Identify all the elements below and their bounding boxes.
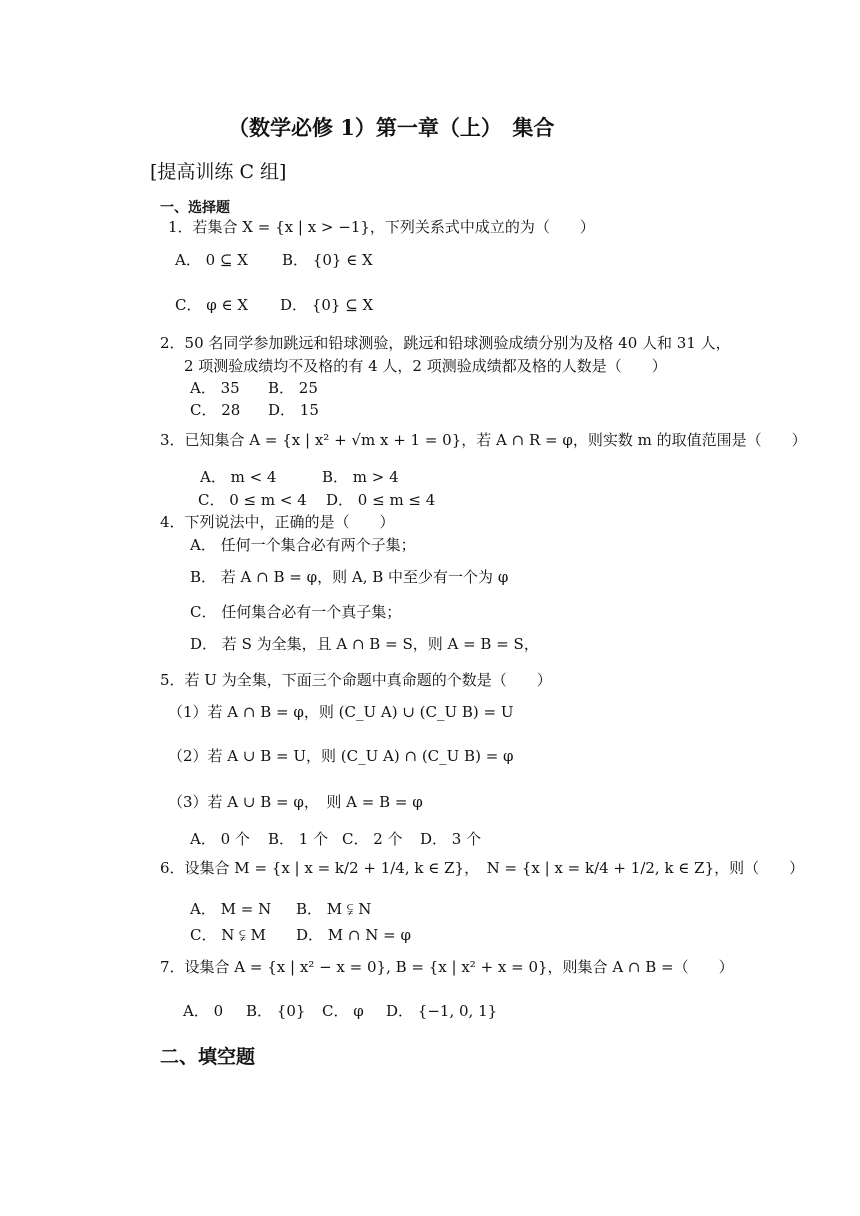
- q5-stem: 5．若 U 为全集，下面三个命题中真命题的个数是（ ）: [160, 671, 552, 689]
- q1-option-b: B． {0} ∈ X: [282, 251, 373, 269]
- q5-option-b: B． 1 个: [268, 830, 329, 848]
- q6-option-c: C． N ⫋ M: [190, 926, 266, 944]
- q4-option-a: A． 任何一个集合必有两个子集；: [190, 536, 416, 554]
- q5-proposition-2: （2）若 A ∪ B = U，则 (C_U A) ∩ (C_U B) = φ: [168, 747, 514, 765]
- q1-option-c: C． φ ∈ X: [175, 296, 249, 314]
- q2-option-c: C． 28: [190, 401, 241, 419]
- q3-option-b: B． m > 4: [322, 468, 399, 486]
- page-title: （数学必修 1）第一章（上） 集合: [228, 115, 555, 140]
- q6-option-a: A． M = N: [190, 900, 272, 918]
- q7-option-d: D． {−1, 0, 1}: [386, 1002, 498, 1020]
- section-choice-heading: 一、选择题: [160, 200, 230, 216]
- q2-option-d: D． 15: [268, 401, 319, 419]
- q5-option-d: D． 3 个: [420, 830, 482, 848]
- q7-option-c: C． φ: [322, 1002, 364, 1020]
- q4-option-b: B． 若 A ∩ B = φ，则 A, B 中至少有一个为 φ: [190, 568, 509, 586]
- q5-option-c: C． 2 个: [342, 830, 403, 848]
- q7-option-b: B． {0}: [246, 1002, 306, 1020]
- q2-option-b: B． 25: [268, 379, 318, 397]
- q3-stem: 3．已知集合 A = {x | x² + √m x + 1 = 0}，若 A ∩ R = φ，则实数 m 的取值范围是（ ）: [160, 431, 807, 449]
- q1-option-a: A． 0 ⊆ X: [175, 251, 248, 269]
- q6-stem: 6．设集合 M = {x | x = k/2 + 1/4, k ∈ Z}， N = {x | x = k/4 + 1/2, k ∈ Z}，则（ ）: [160, 859, 805, 877]
- q4-stem: 4．下列说法中，正确的是（ ）: [160, 513, 395, 531]
- q7-option-a: A． 0: [183, 1002, 224, 1020]
- q3-option-a: A． m < 4: [200, 468, 277, 486]
- q4-option-d: D． 若 S 为全集，且 A ∩ B = S，则 A = B = S，: [190, 635, 539, 653]
- q3-option-d: D． 0 ≤ m ≤ 4: [326, 491, 436, 509]
- q4-option-c: C． 任何集合必有一个真子集；: [190, 603, 402, 621]
- subtitle: [提高训练 C 组]: [150, 161, 287, 183]
- q1-option-d: D． {0} ⊆ X: [280, 296, 374, 314]
- q2-line1: 2．50 名同学参加跳远和铅球测验，跳远和铅球测验成绩分别为及格 40 人和 31 人，: [160, 334, 731, 352]
- q5-proposition-1: （1）若 A ∩ B = φ，则 (C_U A) ∪ (C_U B) = U: [168, 703, 514, 721]
- q2-line2: 2 项测验成绩均不及格的有 4 人，2 项测验成绩都及格的人数是（ ）: [184, 357, 667, 375]
- q6-option-d: D． M ∩ N = φ: [296, 926, 411, 944]
- section-fill-heading: 二、填空题: [160, 1046, 256, 1068]
- q5-option-a: A． 0 个: [190, 830, 250, 848]
- q7-stem: 7．设集合 A = {x | x² − x = 0}, B = {x | x² + x = 0}，则集合 A ∩ B =（ ）: [160, 958, 734, 976]
- q1-stem: 1．若集合 X = {x | x > −1}，下列关系式中成立的为（ ）: [168, 218, 595, 236]
- q5-proposition-3: （3）若 A ∪ B = φ， 则 A = B = φ: [168, 793, 423, 811]
- q6-option-b: B． M ⫋ N: [296, 900, 372, 918]
- q3-option-c: C． 0 ≤ m < 4: [198, 491, 307, 509]
- q2-option-a: A． 35: [190, 379, 240, 397]
